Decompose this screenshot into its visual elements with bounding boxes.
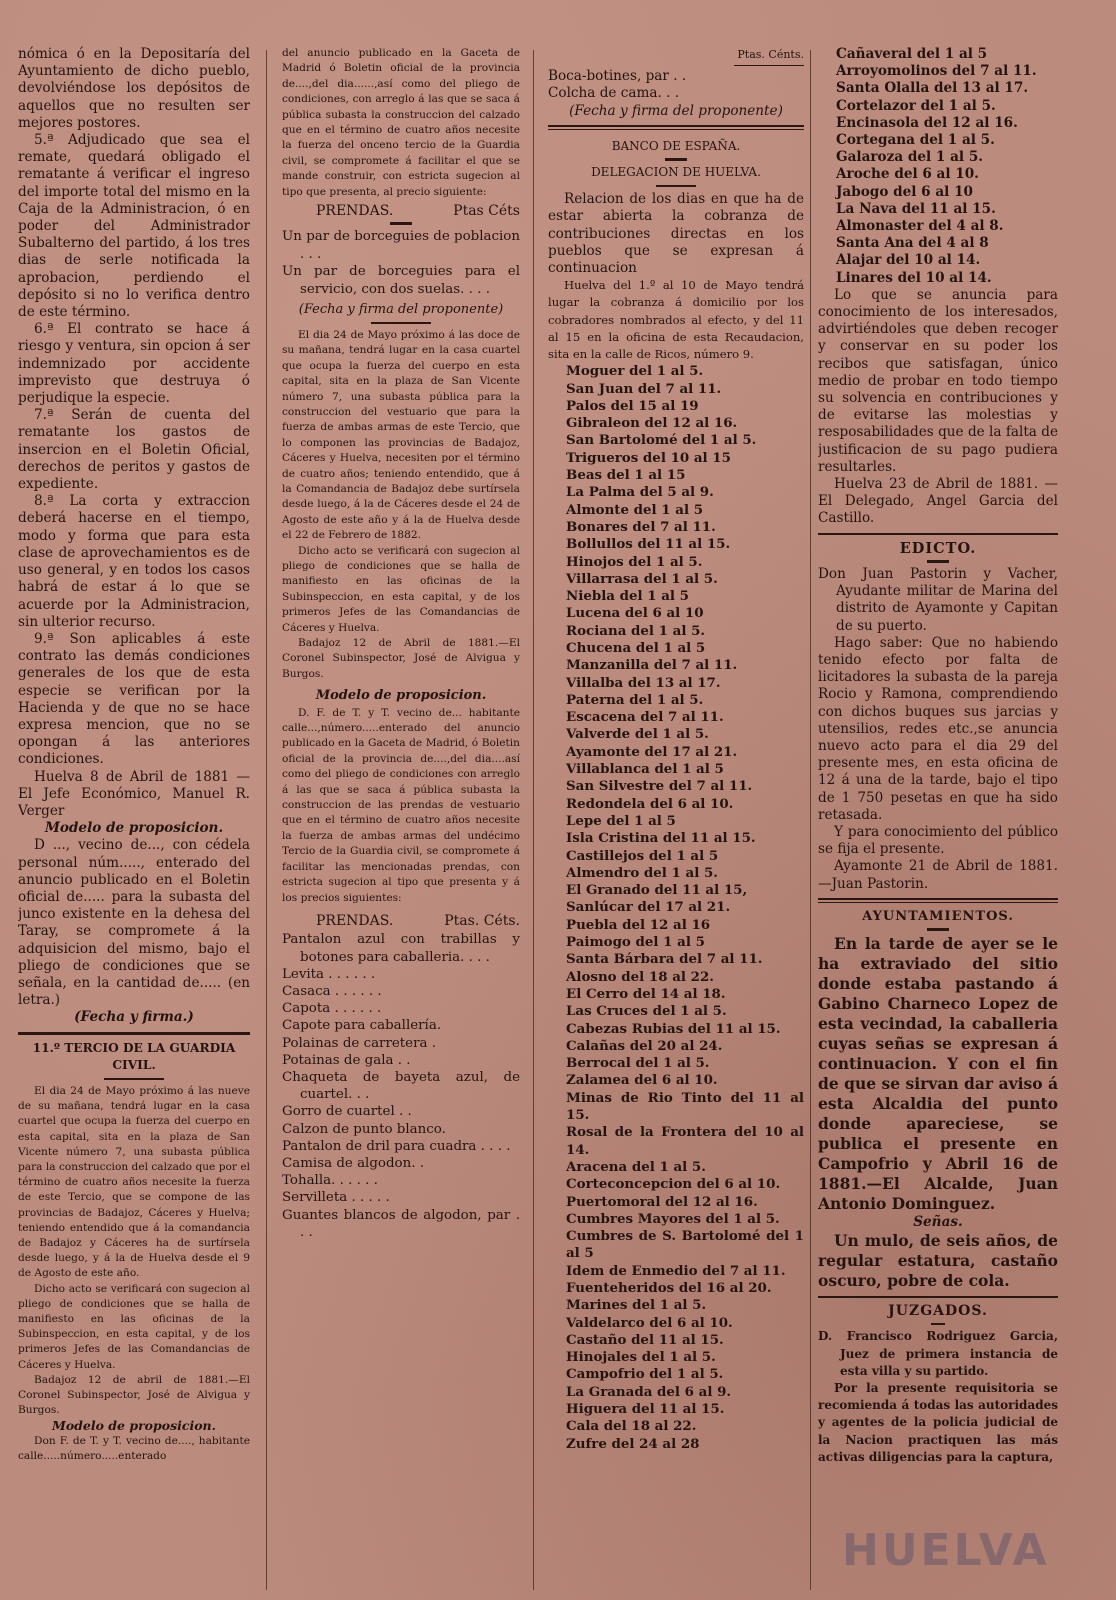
column-2 <box>282 46 520 1594</box>
paragraph: Hago saber: Que no habiendo tenido efecto por falta de licitadores la subasta de la pareja Rocio y Ramona, comprendiendo con dichos buques sus jarcias y utensilios, redes etc.,se anuncia nuevo acto para el dia 29 del presente mes, en esta oficina de 12 á una de la tarde, bajo el tipo de 1 750 pesetas en que ha sido retasada. <box>818 634 1058 823</box>
price-list-item: Camisa de algodon. . <box>282 1155 425 1171</box>
title-rule <box>927 560 949 563</box>
town-entry: Berrocal del 1 al 5. <box>566 1055 710 1072</box>
header-right: Ptas Céts <box>453 203 520 220</box>
town-entry: Manzanilla del 7 al 11. <box>566 657 738 674</box>
price-list <box>282 228 520 298</box>
town-entry: Cumbres Mayores del 1 al 5. <box>566 1210 780 1227</box>
town-entry: Moguer del 1 al 5. <box>566 363 704 380</box>
town-entry: Villarrasa del 1 al 5. <box>566 570 718 587</box>
town-entry: Cumbres de S. Bartolomé del 1 al 5 <box>566 1228 804 1262</box>
paragraph: En la tarde de ayer se le ha extraviado del sitio donde estaba pastando á Gabino Charneco Lopez de esta vecindad, la caballeria cuyas señas se expresan á continuacion. Y con el fin de que se sirvan dar aviso á esta Alcaldia del punto donde apareciese, se publica el presente en Campofrio y Abril 16 de 1881.—El Alcalde, Juan Antonio Dominguez. <box>818 933 1058 1213</box>
model-text: D. F. de T. y T. vecino de... habitante calle...,número.....enterado del anuncio publicado en la Gaceta de Madrid, ó Boletin oficial de la provincia de....,del dia....así como del pliego de condiciones con arreglo á las que se saca á pública subasta la construccion de las prendas de vestuario que en el término de cuatro años necesite la fuerza de ambas armas del undécimo Tercio de la Guardia civil, se compromete á facilitar las mencionadas prendas, con estricta sugecion al tipo que presenta y á los precios siguientes: <box>282 706 520 904</box>
model-text: Don F. de T. y T. vecino de...., habitante calle.....número.....enterado <box>18 1434 250 1462</box>
signature-placeholder: (Fecha y firma del proponente) <box>298 302 504 318</box>
town-entry: Campofrio del 1 al 5. <box>566 1366 724 1383</box>
title-rule <box>104 1078 164 1080</box>
town-entry: Villablanca del 1 al 5 <box>566 761 724 778</box>
title-rule <box>734 65 804 66</box>
section-title: 11.º TERCIO DE LA GUARDIA CIVIL. <box>32 1040 236 1072</box>
town-entry: Paterna del 1 al 5. <box>566 691 704 708</box>
price-list-item: Levita . . . . . . <box>282 966 376 982</box>
paragraph: D. Francisco Rodriguez Garcia, Juez de primera instancia de esta villa y su partido. <box>818 1329 1058 1378</box>
town-entry: Puebla del 12 al 16 <box>566 916 711 933</box>
price-list-item: Chaqueta de bayeta azul, de cuartel. . . <box>282 1069 520 1103</box>
archive-watermark <box>834 1522 1050 1578</box>
town-entry: Cabezas Rubias del 11 al 15. <box>566 1020 781 1037</box>
town-entry: Arroyomolinos del 7 al 11. <box>836 63 1037 80</box>
signature-line: Badajoz 12 de Abril de 1881.—El Coronel Subinspector, José de Alvigua y Burgos. <box>282 637 520 680</box>
paragraph: del anuncio publicado en la Gaceta de Madrid ó Boletin oficial de la provincia de....,del dia......,así como del pliego de condiciones, con arreglo á las que se saca á pública subasta la construccion del calzado que en el término de cuatro años necesite la fuerza del onceno tercio de la Guardia civil, se compromete á facilitar el que se mande construir, con estricta sugecion al tipo que presenta, al precio siguiente: <box>282 47 520 198</box>
paragraph: 6.ª El contrato se hace á riesgo y ventura, sin opcion á ser indemnizado por accidente imprevisto que destruya ó perjudique la especie. <box>18 321 250 407</box>
section-divider <box>18 1032 250 1035</box>
town-entry: Isla Cristina del 11 al 15. <box>566 830 756 847</box>
price-list-item: Casaca . . . . . . <box>282 983 382 999</box>
town-entry: Lepe del 1 al 5 <box>566 812 676 829</box>
paragraph: Don Juan Pastorin y Vacher, Ayudante militar de Marina del distrito de Ayamonte y Capitan de su puerto. <box>818 565 1058 634</box>
town-entry: Aracena del 1 al 5. <box>566 1158 706 1175</box>
price-list-item: Un par de borceguies de poblacion . . . <box>282 229 520 262</box>
column-rule <box>266 50 267 1590</box>
town-entry: Ayamonte del 17 al 21. <box>566 743 738 760</box>
section-title: BANCO DE ESPAÑA. <box>611 138 741 153</box>
paragraph: Lo que se anuncia para conocimiento de los interesados, advirtiéndoles que deben recoger y conservar en su poder los recibos que satisfagan, único medio de probar en todo tiempo su solvencia en contribuciones y de evitarse las molestias y resposabilidades que de la falta de justificacion de su pago pudiera resultarles. <box>818 286 1058 475</box>
header-right: Ptas. Cénts. <box>737 48 804 61</box>
town-entry: Valdelarco del 6 al 10. <box>566 1314 733 1331</box>
town-entry: Hinojos del 1 al 5. <box>566 553 703 570</box>
town-list <box>548 363 804 1453</box>
town-entry: Santa Olalla del 13 al 17. <box>836 80 1029 97</box>
town-entry: Minas de Rio Tinto del 11 al 15. <box>566 1089 804 1124</box>
header-right: Ptas. Céts. <box>444 912 520 929</box>
price-list <box>282 931 520 1241</box>
watermark-text: HUELVA <box>842 1524 1050 1576</box>
town-entry: Zufre del 24 al 28 <box>566 1435 700 1452</box>
header-left: PRENDAS. <box>316 203 394 220</box>
town-entry: Linares del 10 al 14. <box>836 269 992 286</box>
column-4 <box>818 46 1058 1594</box>
town-entry: La Nava del 11 al 15. <box>836 200 996 217</box>
town-entry: Idem de Enmedio del 7 al 11. <box>566 1262 786 1279</box>
town-entry: San Silvestre del 7 al 11. <box>566 778 753 795</box>
paragraph: 7.ª Serán de cuenta del rematante los gastos de insercion en el Boletin Oficial, derechos de peritos y gastos de expediente. <box>18 407 250 493</box>
town-entry: Sanlúcar del 17 al 21. <box>566 899 731 916</box>
town-entry: Trigueros del 10 al 15 <box>566 449 731 466</box>
price-list-item: Guantes blancos de algodon, par . . . <box>282 1207 520 1240</box>
section-subtitle: DELEGACION DE HUELVA. <box>591 165 761 180</box>
price-list-item: Boca-botines, par . . <box>548 68 687 85</box>
town-entry: Cortelazor del 1 al 5. <box>836 97 996 114</box>
table-header <box>282 204 520 219</box>
subheading: Señas. <box>913 1213 963 1230</box>
town-entry: La Granada del 6 al 9. <box>566 1383 732 1400</box>
title-rule <box>390 222 412 225</box>
price-list-item: Servilleta . . . . . <box>282 1190 390 1206</box>
section-title: EDICTO. <box>899 539 977 557</box>
town-entry: Palos del 15 al 19 <box>566 397 699 414</box>
town-entry: Redondela del 6 al 10. <box>566 795 734 812</box>
town-list <box>818 46 1058 287</box>
section-title: AYUNTAMIENTOS. <box>862 908 1014 924</box>
price-list-item: Polainas de carretera . <box>282 1035 436 1051</box>
town-entry: Corteconcepcion del 6 al 10. <box>566 1176 781 1193</box>
town-entry: Almendro del 1 al 5. <box>566 864 718 881</box>
town-entry: Almonaster del 4 al 8. <box>836 218 1004 235</box>
signature-placeholder: (Fecha y firma.) <box>74 1009 194 1026</box>
town-entry: Las Cruces del 1 al 5. <box>566 1003 727 1020</box>
town-entry: Cortegana del 1 al 5. <box>836 132 995 149</box>
paragraph: Dicho acto se verificará con sugecion al pliego de condiciones que se halla de manifiesto en las oficinas de la Subinspeccion, en esta capital, y de los primeros Jefes de las Comandancias de Cáceres y Huelva. <box>282 544 520 634</box>
town-entry: Paimogo del 1 al 5 <box>566 934 705 951</box>
signature-placeholder: (Fecha y firma del proponente) <box>569 102 783 119</box>
town-entry: Valverde del 1 al 5. <box>566 726 709 743</box>
town-entry: Alosno del 18 al 22. <box>566 968 714 985</box>
paragraph: Un mulo, de seis años, de regular estatura, castaño oscuro, pobre de cola. <box>818 1231 1058 1291</box>
town-entry: El Granado del 11 al 15, <box>566 882 748 899</box>
section-title: JUZGADOS. <box>888 1303 988 1320</box>
town-entry: Encinasola del 12 al 16. <box>836 114 1018 131</box>
town-entry: Aroche del 6 al 10. <box>836 166 979 183</box>
town-entry: Marines del 1 al 5. <box>566 1297 707 1314</box>
town-entry: Santa Ana del 4 al 8 <box>836 235 989 252</box>
model-title: Modelo de proposicion. <box>315 688 487 704</box>
price-list-item: Calzon de punto blanco. <box>282 1121 446 1137</box>
title-rule <box>656 185 696 187</box>
model-title: Modelo de proposicion. <box>44 820 224 837</box>
section-divider <box>818 1296 1058 1298</box>
town-entry: Niebla del 1 al 5 <box>566 588 689 605</box>
column-rule <box>810 50 811 1590</box>
town-entry: Zalamea del 6 al 10. <box>566 1072 718 1089</box>
paragraph: 9.ª Son aplicables á este contrato las demás condiciones generales de los que de esta especie se verifican por la Hacienda y de que no se hace expresa mencion, que no se opongan á las anteriores condiciones. <box>18 630 250 768</box>
column-3 <box>548 46 804 1594</box>
price-list-item: Pantalon de dril para cuadra . . . . <box>282 1138 511 1154</box>
paragraph: Huelva del 1.º al 10 de Mayo tendrá lugar la cobranza á domicilio por los cobradores nombrados al efecto, y del 11 al 15 en la oficina de esta Recaudacion, sita en la calle de Ricos, número 9. <box>548 278 804 362</box>
town-entry: Rociana del 1 al 5. <box>566 622 706 639</box>
paragraph: 5.ª Adjudicado que sea el remate, quedará obligado el rematante á verificar el ingreso del importe total del mismo en la Caja de la Administracion, ó en poder del Administrador Subalterno del partido, á los tres dias de serle notificada la aprobacion, perdiendo el depósito si no lo verifica dentro de este término. <box>18 132 250 321</box>
price-list-item: Tohalla. . . . . . <box>282 1173 378 1189</box>
price-list-item: Capota . . . . . . <box>282 1001 382 1017</box>
paragraph: 8.ª La corta y extraccion deberá hacerse en el tiempo, modo y forma que para esta clase de aprovechamientos es de uso general, y en todos los casos habrá de estar á lo que se acuerde por la Administracion, sin ulterior recurso. <box>18 493 250 630</box>
price-list <box>548 68 804 102</box>
price-list-item: Gorro de cuartel . . <box>282 1104 412 1120</box>
paragraph: Relacion de los dias en que ha de estar abierta la cobranza de contribuciones directas en los pueblos que se expresan á continuacion <box>548 191 804 277</box>
town-entry: Hinojales del 1 al 5. <box>566 1349 716 1366</box>
signature-line: Huelva 8 de Abril de 1881 — El Jefe Económico, Manuel R. Verger <box>18 768 250 819</box>
paragraph: El dia 24 de Mayo próximo á las doce de su mañana, tendrá lugar en la casa cuartel que ocupa la fuerza del cuerpo en esta capital, sita en la plaza de San Vicente número 7, una subasta pública para la construccion del vestuario que para la fuerza de ambas armas de este Tercio, que lo componen las provincias de Badajoz, Cáceres y Huelva, necesiten por el término de cuatro años; teniendo entendido, que á la Comandancia de Badajoz debe surtírsela desde luego, á la de Cáceres desde el 24 de Agosto de este año y á la de Huelva desde el 22 de Febrero de 1882. <box>282 328 520 542</box>
town-entry: Higuera del 11 al 15. <box>566 1401 725 1418</box>
town-entry: Chucena del 1 al 5 <box>566 640 706 656</box>
town-entry: Bonares del 7 al 11. <box>566 518 716 535</box>
model-title: Modelo de proposicion. <box>51 1418 216 1434</box>
column-rule <box>533 50 534 1590</box>
signature-line: Badajoz 12 de abril de 1881.—El Coronel Subinspector, José de Alvigua y Burgos. <box>18 1373 250 1417</box>
price-list-item: Un par de borceguies para el servicio, con dos suelas. . . . <box>282 264 520 297</box>
paragraph: nómica ó en la Depositaría del Ayuntamiento de dicho pueblo, devolviéndose los depósitos de aquellos que no resulten ser mejores postores. <box>18 46 250 131</box>
town-entry: Fuenteheridos del 16 al 20. <box>566 1279 772 1296</box>
town-entry: Alajar del 10 al 14. <box>836 252 981 269</box>
price-list-item: Capote para caballería. <box>282 1018 442 1034</box>
town-entry: Villalba del 13 al 17. <box>566 674 721 691</box>
table-header <box>282 914 520 929</box>
signature-line: Ayamonte 21 de Abril de 1881. —Juan Pastorin. <box>818 858 1058 892</box>
town-entry: Beas del 1 al 15 <box>566 467 686 484</box>
paragraph: Dicho acto se verificará con sugecion al pliego de condiciones que se halla de manifiesto en las oficinas de la Subinspeccion, en esta capital, y de los primeros Jefes de las Comandancias de Cáceres y Huelva. <box>18 1282 250 1371</box>
town-entry: Galaroza del 1 al 5. <box>836 149 984 166</box>
price-list-item: Colcha de cama. . . <box>548 85 680 102</box>
header-left: PRENDAS. <box>316 912 394 929</box>
price-list-item: Pantalon azul con trabillas y botones para caballeria. . . . <box>282 932 520 965</box>
signature-line: Huelva 23 de Abril de 1881. —El Delegado, Angel Garcia del Castillo. <box>818 476 1058 527</box>
town-entry: Escacena del 7 al 11. <box>566 709 724 726</box>
title-rule <box>665 158 687 161</box>
column-1 <box>18 46 250 1594</box>
paragraph: Y para conocimiento del público se fija el presente. <box>818 823 1058 858</box>
town-entry: San Bartolomé del 1 al 5. <box>566 432 757 449</box>
price-list-item: Potainas de gala . . <box>282 1052 411 1068</box>
town-entry: Cañaveral del 1 al 5 <box>836 46 988 62</box>
town-entry: Jabogo del 6 al 10 <box>836 183 973 200</box>
town-entry: Almonte del 1 al 5 <box>566 501 704 518</box>
town-entry: Castaño del 11 al 15. <box>566 1331 724 1348</box>
section-divider <box>548 125 804 130</box>
town-entry: Gibraleon del 12 al 16. <box>566 415 738 432</box>
town-entry: Bollullos del 11 al 15. <box>566 536 731 553</box>
town-entry: Castillejos del 1 al 5 <box>566 847 719 864</box>
town-entry: San Juan del 7 al 11. <box>566 380 722 397</box>
town-entry: Rosal de la Frontera del 10 al 14. <box>566 1124 804 1158</box>
town-entry: Calañas del 20 al 24. <box>566 1037 723 1054</box>
title-rule <box>927 928 949 931</box>
paragraph: Por la presente requisitoria se recomienda á todas las autoridades y agentes de la policia judicial de la Nacion practiquen las más activas diligencias para la captura, <box>818 1380 1058 1464</box>
town-entry: Santa Bárbara del 7 al 11. <box>566 951 763 968</box>
town-entry: El Cerro del 14 al 18. <box>566 985 726 1002</box>
title-rule <box>371 322 431 324</box>
model-text: D ..., vecino de..., con cédela personal núm....., enterado del anuncio publicado en el Boletin oficial de..... para la subasta del junco existente en la dehesa del Taray, se compromete á la adquisicion del mismo, bajo el pliego de condiciones que se señala, en la cantidad de..... (en letra.) <box>18 837 250 1009</box>
town-entry: La Palma del 5 al 9. <box>566 484 714 501</box>
title-rule <box>931 1323 945 1325</box>
section-divider <box>818 898 1058 903</box>
paragraph: El dia 24 de Mayo próximo á las nueve de su mañana, tendrá lugar en la casa cuartel que ocupa la fuerza del cuerpo en esta capital, sita en la plaza de San Vicente número 7, una subasta pública para la construccion del calzado que por el término de cuatro años necesite la fuerza de este Tercio, que se compone de las provincias de Badajoz, Cáceres y Huelva; teniendo entendido que á la comandancia de Badajoz y Cáceres ha de surtírsela desde luego, y á la de Huelva desde el 9 de Agosto de este año. <box>18 1084 250 1280</box>
section-divider <box>818 533 1058 535</box>
town-entry: Cala del 18 al 22. <box>566 1418 697 1435</box>
town-entry: Puertomoral del 12 al 16. <box>566 1193 758 1210</box>
town-entry: Lucena del 6 al 10 <box>566 605 704 622</box>
